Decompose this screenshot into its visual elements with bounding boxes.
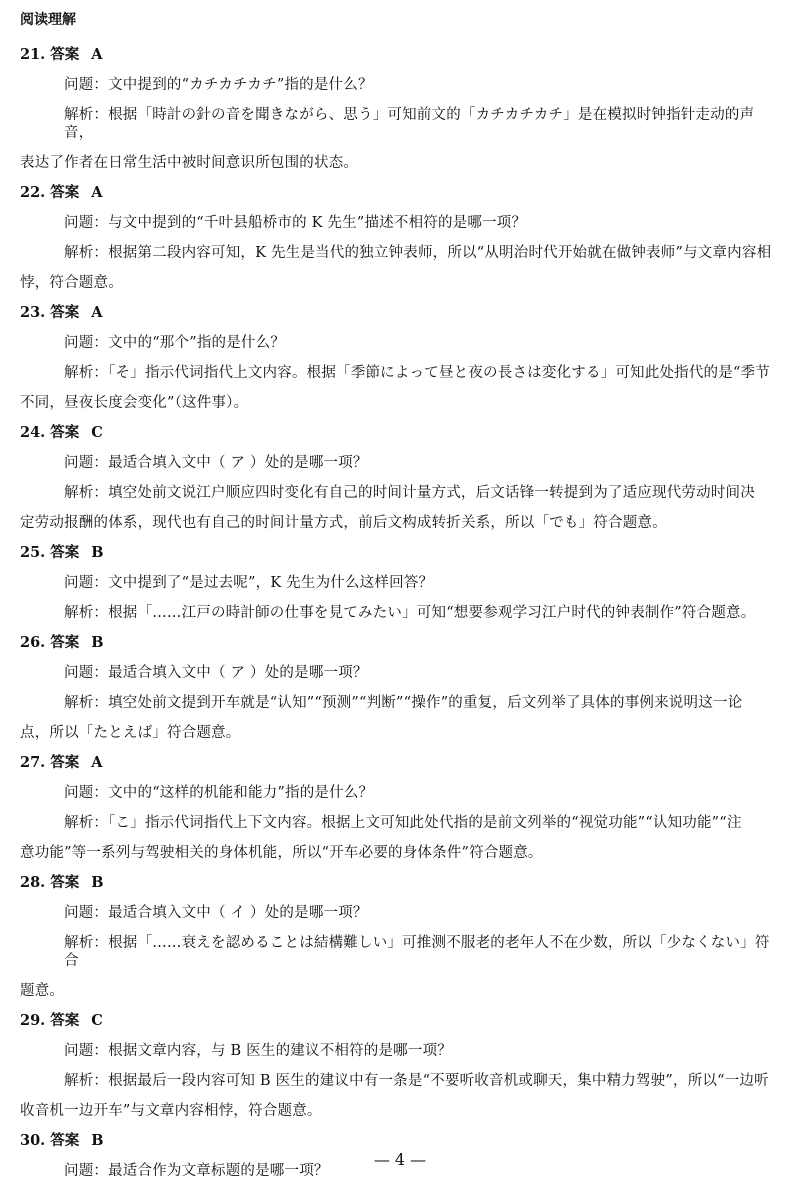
answer-letter: A	[91, 754, 103, 771]
item-number: 23. 答案	[20, 304, 80, 321]
answer-letter: B	[91, 874, 104, 891]
question-text: 问题：最适合填入文中（ ア ）处的是哪一项？	[64, 455, 368, 471]
answer-letter: B	[91, 1132, 104, 1149]
answer-item	[0, 424, 800, 532]
answer-heading	[0, 1012, 800, 1042]
answer-heading	[0, 634, 800, 664]
explanation-line: 解析：填空处前文提到开车就是“认知”“预测”“判断”“操作”的重复，后文列举了具体的事例来说明这一论	[64, 695, 743, 711]
question-text: 问题：最适合填入文中（ ア ）处的是哪一项？	[64, 665, 368, 681]
explanation-text	[0, 106, 800, 172]
explanation-line: 解析：填空处前文说江户顺应四时变化有自己的时间计量方式，后文话锋一转提到为了适应现代劳动时间决	[64, 485, 755, 501]
question-text: 问题：最适合作为文章标题的是哪一项？	[64, 1163, 329, 1179]
explanation-text	[0, 1072, 800, 1120]
answer-letter: B	[91, 544, 104, 561]
explanation-line: 解析：「そ」指示代词指代上文内容。根据「季節によって昼と夜の長さは変化する」可知此处指代的是“季节	[64, 365, 770, 381]
explanation-line: 定劳动报酬的体系，现代也有自己的时间计量方式，前后文构成转折关系，所以「でも」符合题意。	[20, 515, 667, 531]
answer-letter: C	[91, 1012, 103, 1029]
item-number: 27. 答案	[20, 754, 80, 771]
explanation-line: 解析：根据第二段内容可知，K 先生是当代的独立钟表师，所以“从明治时代开始就在做钟表师”与文章内容相	[64, 245, 772, 261]
explanation-line: 收音机一边开车”与文章内容相悖，符合题意。	[20, 1103, 322, 1119]
answer-item	[0, 634, 800, 742]
explanation-line: 点，所以「たとえば」符合题意。	[20, 725, 241, 741]
explanation-line: 解析：根据「時計の針の音を聞きながら、思う」可知前文的「カチカチカチ」是在模拟时钟指针走动的声音，	[64, 107, 755, 141]
answer-heading	[0, 424, 800, 454]
answer-item	[0, 754, 800, 862]
question-text: 问题：文中的“这样的机能和能力”指的是什么？	[64, 785, 374, 801]
answer-item	[0, 544, 800, 622]
item-number: 26. 答案	[20, 634, 80, 651]
explanation-text	[0, 934, 800, 1000]
explanation-line: 表达了作者在日常生活中被时间意识所包围的状态。	[20, 155, 359, 171]
answer-letter: A	[91, 184, 103, 201]
answer-heading	[0, 754, 800, 784]
section-title: 阅读理解	[20, 12, 76, 28]
item-number: 22. 答案	[20, 184, 80, 201]
answer-heading	[0, 46, 800, 76]
explanation-line: 解析：根据最后一段内容可知 B 医生的建议中有一条是“不要听收音机或聊天，集中精力驾驶”，所以“一边听	[64, 1073, 769, 1089]
answer-letter: A	[91, 304, 103, 321]
explanation-text	[0, 604, 800, 622]
explanation-text	[0, 694, 800, 742]
answer-heading	[0, 304, 800, 334]
answer-heading	[0, 544, 800, 574]
answer-item	[0, 1012, 800, 1120]
item-number: 30. 答案	[20, 1132, 80, 1149]
explanation-line: 悖，符合题意。	[20, 275, 123, 291]
answer-item	[0, 46, 800, 172]
answer-item	[0, 184, 800, 292]
explanation-line: 意功能”等一系列与驾驶相关的身体机能，所以“开车必要的身体条件”符合题意。	[20, 845, 543, 861]
explanation-text	[0, 814, 800, 862]
explanation-line: 题意。	[20, 983, 65, 999]
explanation-line: 解析：「こ」指示代词指代上下文内容。根据上文可知此处代指的是前文列举的“视觉功能”“认知功能”“注	[64, 815, 742, 831]
explanation-line: 解析：根据「……衰えを認めることは結構難しい」可推测不服老的老年人不在少数，所以「少なくない」符合	[64, 935, 770, 969]
item-number: 21. 答案	[20, 46, 80, 63]
question-text: 问题：文中提到的“カチカチカチ”指的是什么？	[64, 77, 373, 93]
item-number: 24. 答案	[20, 424, 80, 441]
explanation-line: 不同，昼夜长度会变化”（这件事）。	[20, 395, 249, 411]
page-number: — 4 —	[373, 1150, 427, 1169]
item-number: 28. 答案	[20, 874, 80, 891]
question-text: 问题：与文中提到的“千叶县船桥市的 K 先生”描述不相符的是哪一项？	[64, 215, 527, 231]
item-number: 25. 答案	[20, 544, 80, 561]
explanation-text	[0, 484, 800, 532]
item-number: 29. 答案	[20, 1012, 80, 1029]
explanation-line: 解析：根据「……江戸の時計師の仕事を見てみたい」可知“想要参观学习江户时代的钟表制作”符合题意。	[64, 605, 756, 621]
answer-letter: C	[91, 424, 103, 441]
answer-letter: A	[91, 46, 103, 63]
question-text: 问题：根据文章内容，与 B 医生的建议不相符的是哪一项？	[64, 1043, 452, 1059]
answer-heading	[0, 874, 800, 904]
explanation-text	[0, 364, 800, 412]
question-text: 问题：文中的“那个”指的是什么？	[64, 335, 286, 351]
explanation-text	[0, 244, 800, 292]
answer-heading	[0, 184, 800, 214]
question-text: 问题：文中提到了“是过去呢”，K 先生为什么这样回答？	[64, 575, 434, 591]
answer-item	[0, 304, 800, 412]
answer-letter: B	[91, 634, 104, 651]
answer-list	[0, 46, 800, 1192]
question-text: 问题：最适合填入文中（ イ ）处的是哪一项？	[64, 905, 368, 921]
answer-item	[0, 874, 800, 1000]
